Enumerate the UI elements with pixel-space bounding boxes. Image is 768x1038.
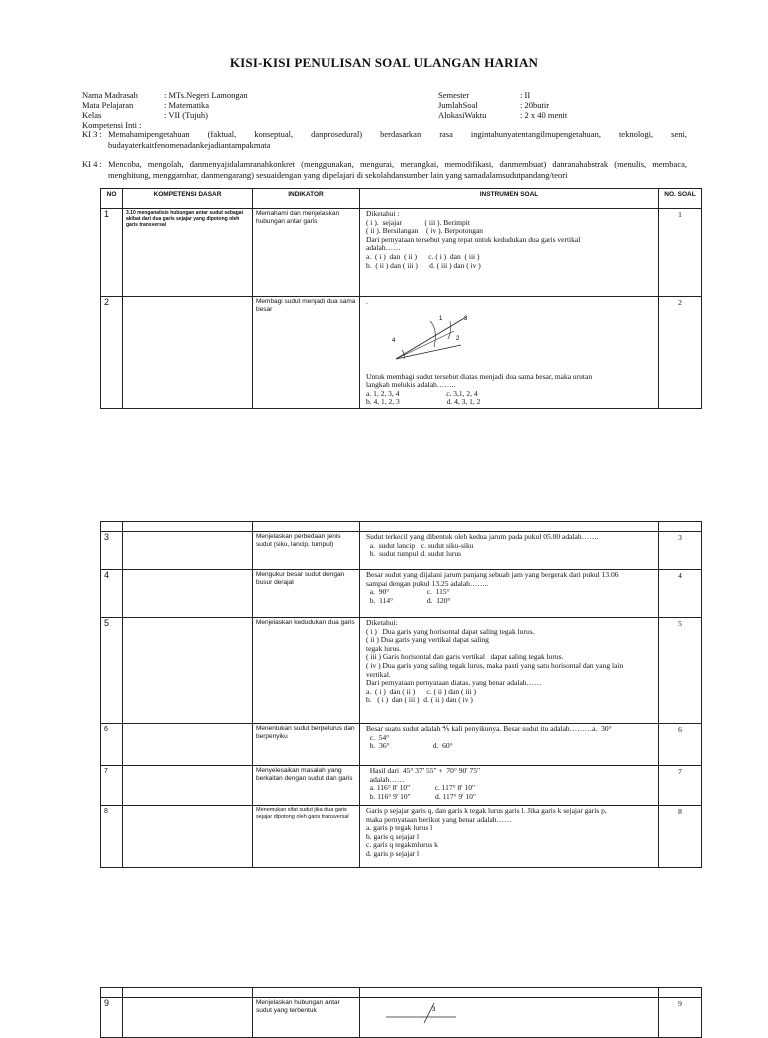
instrumen-line: b. 116° 9' 10" d. 117° 9' 10" [366,791,476,801]
diagram-label: 3 [432,1007,436,1013]
row-no: 2 [101,297,123,409]
instrumen-line: Besar suatu sudut adalah ⅘ kali penyikunya. Besar sudut itu adalah………a. 30° [366,724,612,733]
info-value: : Matematika [164,100,210,110]
info-row [82,100,248,110]
table-row [101,570,702,618]
table-row [101,806,702,868]
instrumen-line: a. garis p tegak lurus l [366,823,433,833]
soal-number: 6 [659,724,702,766]
instrumen-cell [360,806,659,868]
ki4-block [82,159,687,180]
kompetensi-dasar-cell [123,766,253,806]
table-header-row [101,189,702,209]
kompetensi-dasar-cell [123,618,253,724]
empty-cell [360,988,659,998]
indikator-cell: Menjelaskan kedudukan dua garis [253,618,360,724]
instrumen-line: c. garis q tegakmlurus k [366,840,438,850]
kompetensi-dasar-cell [123,998,253,1038]
indikator-cell: Mengukur besar sudut dengan busur derajat [253,570,360,618]
diagram-label: 4 [392,337,396,344]
info-left [82,90,248,130]
indikator-cell: Menyelesaikan masalah yang berkaitan dengan sudut dan garis [253,766,360,806]
instrumen-line: b. ( i ) dan ( iii ) d. ( ii ) dan ( iv ) [366,695,473,705]
instrumen-line: tegak lurus. [366,643,401,653]
diagram-label: 3 [464,315,468,322]
transversal-diagram [366,999,486,1023]
instrumen-cell [360,209,659,297]
table-row [101,998,702,1038]
info-right [438,90,567,120]
soal-number: 5 [659,618,702,724]
instrumen-line: a. 90° c. 115° [366,587,450,597]
info-label: AlokasiWaktu [438,110,487,120]
document-title: KISI-KISI PENULISAN SOAL ULANGAN HARIAN [229,55,539,70]
ki3-block [82,129,687,150]
info-row [438,110,567,120]
row-no: 3 [101,532,123,570]
instrumen-line: a. ( i ) dan ( ii ) c. ( ii ) dan ( iii ) [366,686,476,696]
soal-number: 3 [659,532,702,570]
row-no: 9 [101,998,123,1038]
kompetensi-dasar-cell [123,532,253,570]
row-no: 1 [101,209,123,297]
table-row [101,724,702,766]
instrumen-line: b. 114° d. 120° [366,595,451,605]
indikator-cell: Menemukan sifat sudut jika dua garis sejajar dipotong oleh garis transversal [253,806,360,868]
instrumen-cell [360,618,659,724]
empty-cell [659,988,702,998]
kompetensi-dasar-cell [123,297,253,409]
instrumen-line: langkah melukis adalah…….. [366,380,456,390]
ki4-text: Mencoba, mengolah, danmenyajidalamranahkonkret (menggunakan, mengurai, merangkai, memodifikasi, danmembuat) danranahabstrak (menulis, membaca, menghitung, menggambar, danmengarang) sesuaidengan yang dipelajari di sekolahdansumber lain yang samadalamsudutpandang/teori [108,159,687,180]
instrumen-line: Dari pernyataan tersebut yang tepat untuk kedudukan dua garis vertikal [366,234,581,244]
instrumen-line: b. garis q sejajar l [366,831,420,841]
indikator-cell: Menjelaskan hubungan antar sudut yang terbentuk [253,998,360,1038]
instrumen-cell [360,998,659,1038]
instrumen-cell [360,570,659,618]
instrumen-line: ( ii ) Dua garis yang vertikal dapat saling [366,635,489,645]
instrumen-line: adalah…… [366,774,405,784]
info-value: : MTs.Negeri Lamongan [164,90,248,100]
indikator-cell: Memahami dan menjelaskan hubungan antar garis [253,209,360,297]
instrumen-line: Besar sudut yang dijalani jarum panjang sebuah jam yang bergerak dari pukul 13.06 [366,570,619,579]
kompetensi-dasar-cell [123,724,253,766]
instrumen-line: Sudut terkecil yang dibentuk oleh kedua jarum pada pukul 05.00 adalah……. [366,532,599,541]
angle-arm [396,345,461,359]
soal-number: 4 [659,570,702,618]
info-row [82,110,248,120]
instrumen-line: a. 1, 2, 3, 4 c. 3,1, 2, 4 [366,388,478,398]
instrumen-dot: . [366,297,368,306]
bisector-line [396,331,454,359]
instrumen-line: d. garis p sejajar l [366,848,420,858]
instrumen-line: b. 4, 1, 2, 3 d. 4, 3, 1, 2 [366,397,481,407]
header-instrumen: INSTRUMEN SOAL [360,189,659,209]
info-row [82,90,248,100]
kompetensi-dasar-cell: 3.10 menganalisis hubungan antar sudut sebagai akibat dari dua garis sejajar yang dipotong oleh garis transversal [123,209,253,297]
empty-cell [360,522,659,532]
row-no: 6 [101,724,123,766]
info-label: Nama Madrasah [82,90,138,100]
instrumen-line: ( i ) Dua garis yang horisontal dapat saling tegak lurus. [366,626,535,636]
empty-cell [253,522,360,532]
row-no: 4 [101,570,123,618]
info-row [438,100,567,110]
empty-cell [253,988,360,998]
instrumen-line: sampai dengan pukul 13.25 adalah…….. [366,578,489,588]
soal-number: 9 [659,998,702,1038]
instrumen-line: a. 116° 8' 10" c. 117° 8' 10" [366,783,476,793]
indikator-cell: Menentukan sudut berpelurus dan berpenyiku [253,724,360,766]
row-no: 7 [101,766,123,806]
table-spacer-row [101,522,702,532]
empty-cell [123,988,253,998]
instrumen-line: b. sudut tumpul d. sudut lurus [366,549,462,559]
row-no: 8 [101,806,123,868]
instrumen-line: maka pernyataan berikut yang benar adalah…… [366,814,512,824]
table-row [101,532,702,570]
instrumen-line: Dari pernyataan pernyataan diatas, yang benar adalah…… [366,678,542,688]
instrumen-line: Hasil dari 45° 37' 55" + 70° 90' 75" [366,766,481,775]
header-no: NO [101,189,123,209]
header-kd: KOMPETENSI DASAR [123,189,253,209]
header-no-soal: NO. SOAL [659,189,702,209]
kompetensi-dasar-cell [123,570,253,618]
empty-cell [123,522,253,532]
indikator-cell: Membagi sudut menjadi dua sama besar [253,297,360,409]
instrumen-line: b. ( ii ) dan ( iii ) d. ( iii ) dan ( iv ) [366,260,481,270]
instrumen-line: ( iv ) Dua garis yang saling tegak lurus, maka pasti yang satu horisontal dan yang lain [366,660,624,670]
instrumen-line: ( i ). sejajar ( iii ). Berimpit [366,217,470,227]
table-row [101,209,702,297]
kompetensi-dasar-cell [123,806,253,868]
diagram-label: 1 [439,315,443,322]
info-row [438,90,567,100]
transversal-line [424,1003,434,1023]
soal-number: 1 [659,209,702,297]
instrumen-line: c. 54° [366,732,390,742]
info-label: Kelas [82,110,102,120]
instrumen-line: ( iii ) Garis horisontal dan garis vertikal dapat saling tegak lurus. [366,652,564,662]
header-indikator: INDIKATOR [253,189,360,209]
instrumen-line: Untuk membagi sudut tersebut diatas menjadi dua sama besar, maka urutan [366,371,593,381]
row-no: 5 [101,618,123,724]
instrumen-line: Diketahui : [366,209,400,218]
instrumen-line: b. 36° d. 60° [366,741,453,751]
soal-number: 7 [659,766,702,806]
instrumen-line: Garis p sejajar garis q, dan garis k tegak lurus garis l. Jika garis k sejajar garis p, [366,806,607,815]
instrumen-line: vertikal. [366,669,391,679]
empty-cell [101,988,123,998]
instrumen-line: adalah…… [366,243,401,253]
angle-bisector-diagram [366,307,476,367]
info-value: : 2 x 40 menit [520,110,568,120]
table-row [101,297,702,409]
empty-cell [101,522,123,532]
info-label: JumlahSoal [438,100,478,110]
ki3-text: Memahamipengetahuan (faktual, konseptual, danprosedural) berdasarkan rasa ingintahunyatentangilmupengetahuan, teknologi, seni, budayaterkaitfenomenadankejadiantampakmata [108,129,687,150]
instrumen-cell [360,532,659,570]
info-label: Semester [438,90,470,100]
kompetensi-inti-label: Kompetensi Inti : [82,120,142,130]
diagram-label: 2 [456,335,460,342]
table-row [101,618,702,724]
instrumen-line: a. sudut lancip c. sudut siku-siku [366,540,474,550]
instrumen-cell [360,724,659,766]
instrumen-line: a. ( i ) dan ( ii ) c. ( i ) dan ( iii ) [366,251,480,261]
ki4-tag: KI 4 : [82,159,102,169]
construction-arc [430,321,435,347]
table-row [101,766,702,806]
soal-number: 8 [659,806,702,868]
info-value: : II [520,90,531,100]
instrumen-cell [360,297,659,409]
empty-cell [659,522,702,532]
kisi-table-1 [100,188,702,409]
kisi-table-2 [100,521,702,868]
soal-number: 2 [659,297,702,409]
info-value: : VII (Tujuh) [164,110,208,120]
table-spacer-row [101,988,702,998]
kisi-table-3 [100,987,702,1038]
info-label: Mata Pelajaran [82,100,134,110]
instrumen-line: ( ii ). Bersilangan ( iv ). Berpotongan [366,226,484,236]
instrumen-cell [360,766,659,806]
ki3-tag: KI 3 : [82,129,102,139]
instrumen-line: Diketahui: [366,618,398,627]
indikator-cell: Menjelaskan perbedaan jenis sudut (siku, lancip, tumpul) [253,532,360,570]
construction-arc [448,321,451,339]
info-value: : 20butir [520,100,550,110]
